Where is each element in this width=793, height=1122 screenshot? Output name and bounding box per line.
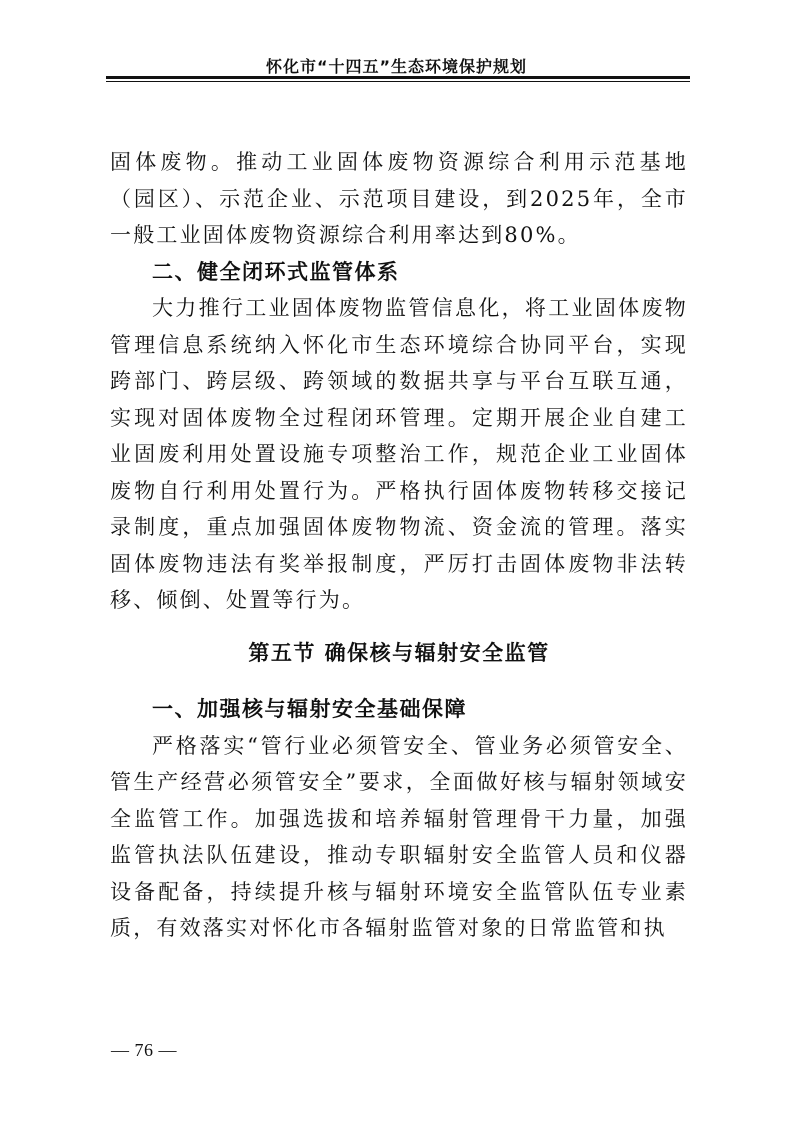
subsection-heading-2: 二、健全闭环式监管体系: [152, 259, 400, 284]
section-title: 第五节 确保核与辐射安全监管: [248, 640, 550, 665]
body-text: [110, 144, 688, 947]
paragraph-supervision-system: 大力推行工业固体废物监管信息化，将工业固体废物管理信息系统纳入怀化市生态环境综合协同平台，实现跨部门、跨层级、跨领域的数据共享与平台互联互通，实现对固体废物全过程闭环管理。定期开展企业自建工业固废利用处置设施专项整治工作，规范企业工业固体废物自行利用处置行为。严格执行固体废物转移交接记录制度，重点加强固体废物物流、资金流的管理。落实固体废物违法有奖举报制度，严厉打击固体废物非法转移、倾倒、处置等行为。: [110, 296, 688, 612]
paragraph-radiation-safety: 严格落实“管行业必须管安全、管业务必须管安全、管生产经营必须管安全”要求，全面做好核与辐射领域安全监管工作。加强选拔和培养辐射管理骨干力量，加强监管执法队伍建设，推动专职辐射安全监管人员和仪器设备配备，持续提升核与辐射环境安全监管队伍专业素质，有效落实对怀化市各辐射监管对象的日常监管和执: [110, 733, 688, 940]
page-number: — 76 —: [111, 1040, 177, 1060]
header-rule-thick: [106, 76, 690, 79]
running-header-title: 怀化市“十四五”生态环境保护规划: [265, 57, 528, 76]
header-rule-thin: [106, 81, 690, 82]
subsection-heading-1: 一、加强核与辐射安全基础保障: [152, 697, 467, 721]
paragraph-continued: 固体废物。推动工业固体废物资源综合利用示范基地（园区）、示范企业、示范项目建设，到2025年，全市一般工业固体废物资源综合利用率达到80%。: [110, 150, 688, 247]
